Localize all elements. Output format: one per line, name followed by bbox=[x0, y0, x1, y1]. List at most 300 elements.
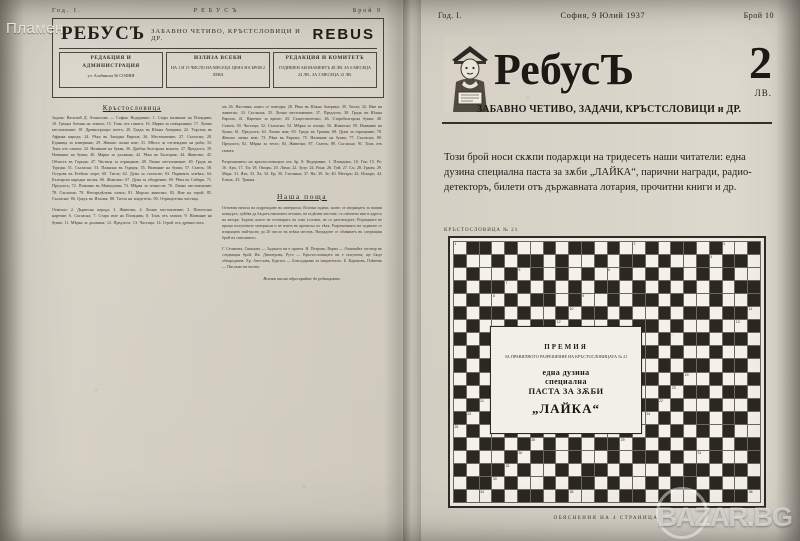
crossword-cell-black bbox=[671, 425, 684, 438]
crossword-cell[interactable] bbox=[735, 399, 748, 412]
crossword-cell[interactable] bbox=[723, 438, 736, 451]
crossword-cell[interactable] bbox=[467, 281, 480, 294]
crossword-cell-black bbox=[646, 373, 659, 386]
crossword-cell[interactable] bbox=[480, 490, 493, 503]
crossword-cell[interactable] bbox=[556, 451, 569, 464]
crossword-cell-black bbox=[454, 464, 467, 477]
crossword-cell[interactable] bbox=[531, 307, 544, 320]
crossword-cell-black bbox=[582, 477, 595, 490]
crossword-cell-number: 20 bbox=[671, 385, 676, 390]
crossword-cell[interactable] bbox=[454, 268, 467, 281]
crossword-cell[interactable] bbox=[582, 255, 595, 268]
crossword-cell-number: 29 bbox=[620, 437, 625, 442]
crossword-cell[interactable] bbox=[454, 320, 467, 333]
crossword-cell[interactable] bbox=[735, 477, 748, 490]
crossword-cell[interactable] bbox=[505, 255, 518, 268]
crossword-cell[interactable] bbox=[620, 477, 633, 490]
crossword-cell[interactable] bbox=[671, 359, 684, 372]
crossword-cell[interactable] bbox=[697, 477, 710, 490]
crossword-cell[interactable] bbox=[748, 412, 761, 425]
crossword-cell[interactable] bbox=[467, 333, 480, 346]
issue-number: 2 bbox=[749, 37, 772, 88]
crossword-cell[interactable] bbox=[633, 477, 646, 490]
crossword-cell[interactable] bbox=[480, 268, 493, 281]
crossword-cell-black bbox=[646, 425, 659, 438]
crossword-cell[interactable] bbox=[723, 399, 736, 412]
crossword-cell[interactable] bbox=[544, 464, 557, 477]
crossword-cell[interactable] bbox=[595, 294, 608, 307]
crossword-cell-black bbox=[544, 294, 557, 307]
crossword-cell[interactable] bbox=[480, 255, 493, 268]
crossword-cell-black bbox=[620, 268, 633, 281]
crossword-cell-black bbox=[454, 359, 467, 372]
crossword-cell-black bbox=[569, 242, 582, 255]
crossword-cell-black bbox=[492, 438, 505, 451]
crossword-cell[interactable] bbox=[633, 464, 646, 477]
crossword-cell[interactable] bbox=[659, 373, 672, 386]
crossword-cell-black bbox=[505, 294, 518, 307]
crossword-cell[interactable] bbox=[467, 255, 480, 268]
crossword-cell[interactable] bbox=[492, 294, 505, 307]
crossword-cell[interactable] bbox=[633, 268, 646, 281]
crossword-cell[interactable] bbox=[582, 451, 595, 464]
crossword-cell[interactable] bbox=[608, 255, 621, 268]
crossword-cell-black bbox=[710, 242, 726, 255]
crossword-cell-black bbox=[671, 268, 684, 281]
crossword-cell-black bbox=[646, 268, 659, 281]
crossword-cell-black bbox=[608, 451, 621, 464]
crossword-cell[interactable] bbox=[697, 294, 710, 307]
crossword-cell[interactable] bbox=[467, 438, 480, 451]
crossword-cell[interactable] bbox=[608, 490, 621, 503]
crossword-cell[interactable] bbox=[531, 464, 544, 477]
crossword-cell[interactable] bbox=[608, 464, 621, 477]
crossword-cell-black bbox=[684, 359, 697, 372]
crossword-cell[interactable] bbox=[467, 386, 480, 399]
crossword-cell-black bbox=[684, 438, 697, 451]
crossword-cell[interactable] bbox=[697, 451, 710, 464]
crossword-cell-black bbox=[710, 294, 723, 307]
crossword-cell[interactable] bbox=[531, 242, 544, 255]
crossword-cell-black bbox=[492, 307, 505, 320]
crossword-cell-black bbox=[518, 464, 531, 477]
crossword-cell-black bbox=[467, 425, 480, 438]
crossword-cell[interactable] bbox=[531, 281, 544, 294]
crossword-cell[interactable] bbox=[454, 294, 467, 307]
crossword-cell[interactable] bbox=[646, 464, 659, 477]
left-masthead bbox=[52, 18, 384, 98]
crossword-cell[interactable] bbox=[710, 307, 723, 320]
crossword-cell[interactable] bbox=[595, 268, 608, 281]
crossword-cell-number: 6 bbox=[608, 268, 610, 273]
crossword-cell-black bbox=[659, 307, 672, 320]
crossword-cell[interactable] bbox=[659, 451, 672, 464]
crossword-cell-black bbox=[582, 242, 595, 255]
crossword-cell[interactable] bbox=[735, 320, 748, 333]
crossword-cell[interactable] bbox=[569, 255, 582, 268]
crossword-cell[interactable] bbox=[620, 242, 633, 255]
imprint-box-schedule-text: НА 1 И 15 ЧИСЛО НА МЕСЕЦА ЦЕНА НА БРОЯ 2 ЛЕВА bbox=[171, 64, 265, 77]
crossword-cell-number: 10 bbox=[569, 307, 574, 312]
crossword-cell[interactable] bbox=[608, 268, 621, 281]
crossword-cell-black bbox=[646, 294, 659, 307]
crossword-cell-black bbox=[544, 451, 557, 464]
crossword-cell-black bbox=[620, 307, 633, 320]
crossword-cell-black bbox=[492, 255, 505, 268]
crossword-cell-black bbox=[659, 333, 672, 346]
crossword-cell[interactable] bbox=[454, 451, 467, 464]
crossword-cell-black bbox=[556, 307, 569, 320]
crossword-cell[interactable] bbox=[748, 255, 761, 268]
crossword-cell-black bbox=[608, 294, 621, 307]
crossword-cell-number: 11 bbox=[748, 307, 753, 312]
crossword-cell[interactable] bbox=[467, 359, 480, 372]
crossword-cell[interactable] bbox=[671, 281, 684, 294]
imprint-box-editorial-title: РЕДАКЦИЯ И АДМИНИСТРАЦИЯ bbox=[82, 55, 140, 69]
left-page-columns bbox=[52, 104, 388, 524]
crossword-cell-black bbox=[492, 464, 505, 477]
crossword-cell[interactable] bbox=[710, 333, 723, 346]
prize-product: ПАСТА ЗА ЗѪБИ bbox=[528, 385, 604, 396]
crossword-cell-black bbox=[518, 255, 531, 268]
crossword-cell-number: 28 bbox=[531, 437, 536, 442]
crossword-footnote: ОБЯСНЕНИЯ НА 4 СТРАНИЦА bbox=[553, 516, 659, 521]
left-running-head-title: РЕБУСЪ bbox=[193, 8, 241, 14]
crossword-cell[interactable] bbox=[492, 451, 505, 464]
crossword-cell[interactable] bbox=[518, 477, 531, 490]
crossword-cell[interactable] bbox=[710, 268, 723, 281]
crossword-cell-black bbox=[531, 294, 544, 307]
crossword-cell-black bbox=[454, 307, 467, 320]
crossword-cell[interactable] bbox=[748, 268, 761, 281]
crossword-cell[interactable] bbox=[646, 438, 659, 451]
crossword-cell-number: 34 bbox=[480, 489, 484, 494]
crossword-cell-black bbox=[454, 386, 467, 399]
crossword-cell[interactable] bbox=[684, 451, 697, 464]
crossword-cell[interactable] bbox=[671, 307, 684, 320]
crossword-cell[interactable] bbox=[518, 294, 531, 307]
crossword-cell[interactable] bbox=[735, 373, 748, 386]
crossword-cell[interactable] bbox=[671, 438, 684, 451]
crossword-cell[interactable] bbox=[620, 451, 633, 464]
left-masthead-latin-logo: REBUS bbox=[312, 25, 375, 43]
crossword-cell[interactable] bbox=[697, 281, 710, 294]
crossword-cell[interactable] bbox=[659, 320, 672, 333]
imprint-box-schedule-title: ИЗЛИЗА ВСЕКИ bbox=[194, 55, 242, 61]
crossword-cell[interactable] bbox=[684, 425, 697, 438]
crossword-cell[interactable] bbox=[710, 412, 723, 425]
crossword-cell-black bbox=[697, 307, 710, 320]
crossword-cell[interactable] bbox=[569, 268, 582, 281]
crossword-cell[interactable] bbox=[710, 464, 723, 477]
crossword-cell[interactable] bbox=[723, 451, 736, 464]
crossword-cell[interactable] bbox=[544, 268, 557, 281]
crossword-cell-black bbox=[531, 268, 544, 281]
crossword-cell-black bbox=[735, 333, 748, 346]
crossword-cell[interactable] bbox=[748, 359, 761, 372]
crossword-cell[interactable] bbox=[697, 373, 710, 386]
crossword-cell-black bbox=[659, 438, 672, 451]
watermark-left: Пламен bbox=[6, 20, 64, 37]
crossword-cell[interactable] bbox=[620, 294, 633, 307]
crossword-cell-black bbox=[684, 386, 697, 399]
crossword-cell[interactable] bbox=[505, 490, 518, 503]
crossword-cell[interactable] bbox=[556, 294, 569, 307]
crossword-cell[interactable] bbox=[735, 268, 748, 281]
crossword-cell[interactable] bbox=[735, 425, 748, 438]
crossword-cell[interactable] bbox=[646, 359, 659, 372]
crossword-cell[interactable] bbox=[735, 451, 748, 464]
crossword-cell[interactable] bbox=[748, 464, 761, 477]
crossword-cell-number: 7 bbox=[505, 281, 508, 286]
crossword-cell[interactable] bbox=[595, 451, 608, 464]
crossword-cell[interactable] bbox=[684, 346, 697, 359]
crossword-cell[interactable] bbox=[646, 255, 659, 268]
crossword-cell[interactable] bbox=[748, 386, 761, 399]
crossword-cell[interactable] bbox=[556, 281, 569, 294]
crossword-cell[interactable] bbox=[659, 346, 672, 359]
crossword-cell[interactable] bbox=[659, 399, 672, 412]
crossword-cell-black bbox=[748, 242, 761, 255]
crossword-cell-black bbox=[710, 451, 723, 464]
crossword-cell-black bbox=[467, 294, 480, 307]
crossword-cell[interactable] bbox=[505, 281, 518, 294]
crossword-cell[interactable] bbox=[454, 242, 467, 255]
crossword-cell[interactable] bbox=[684, 320, 697, 333]
crossword-cell-black bbox=[684, 412, 697, 425]
crossword-cell[interactable] bbox=[505, 464, 518, 477]
crossword-cell[interactable] bbox=[723, 320, 736, 333]
magazine-title: РебусЪ bbox=[494, 45, 634, 94]
crossword-cell[interactable] bbox=[671, 333, 684, 346]
crossword-cell[interactable] bbox=[633, 307, 646, 320]
crossword-cell[interactable] bbox=[646, 307, 659, 320]
crossword-cell-black bbox=[748, 438, 761, 451]
crossword-cell-black bbox=[454, 333, 467, 346]
crossword-cell-black bbox=[467, 268, 480, 281]
crossword-cell[interactable] bbox=[684, 255, 697, 268]
crossword-cell[interactable] bbox=[684, 399, 697, 412]
crossword-cell[interactable] bbox=[735, 346, 748, 359]
crossword-cell[interactable] bbox=[671, 464, 684, 477]
crossword-cell[interactable] bbox=[518, 451, 531, 464]
crossword-cell-black bbox=[671, 320, 684, 333]
crossword-cell-black bbox=[671, 242, 684, 255]
prize-condition: ЗА ПРАВИЛНОТО РАЗРЕШЕНИЕ НА КРЪСТОСЛОВИЦАТА № 21 bbox=[504, 354, 628, 360]
crossword-cell-black bbox=[467, 242, 480, 255]
crossword-cell-black bbox=[620, 255, 633, 268]
crossword-cell-black bbox=[467, 373, 480, 386]
crossword-cell[interactable] bbox=[467, 490, 480, 503]
crossword-cell[interactable] bbox=[467, 412, 480, 425]
crossword-cell[interactable] bbox=[671, 386, 684, 399]
crossword-cell[interactable] bbox=[480, 451, 493, 464]
crossword-cell-black bbox=[569, 294, 585, 307]
crossword-cell-black bbox=[735, 359, 748, 372]
crossword-cell[interactable] bbox=[620, 438, 633, 451]
crossword-cell[interactable] bbox=[454, 477, 467, 490]
crossword-cell[interactable] bbox=[659, 242, 672, 255]
crossword-cell[interactable] bbox=[646, 386, 659, 399]
crossword-cell-number: 1 bbox=[454, 242, 457, 246]
crossword-cell[interactable] bbox=[633, 242, 646, 255]
crossword-cell[interactable] bbox=[505, 438, 518, 451]
crossword-cell-black bbox=[595, 464, 608, 477]
crossword-cell[interactable] bbox=[697, 438, 710, 451]
crossword-cell[interactable] bbox=[659, 425, 672, 438]
crossword-cell[interactable] bbox=[595, 242, 608, 255]
crossword-cell[interactable] bbox=[454, 425, 467, 438]
crossword-cell[interactable] bbox=[659, 477, 672, 490]
imprint-box-editorial bbox=[59, 52, 163, 88]
masthead-imprint-boxes bbox=[53, 52, 383, 88]
crossword-cell-black bbox=[697, 359, 710, 372]
crossword-cell-black bbox=[710, 438, 723, 451]
crossword-clues-down: Отвесно: 2. Дървесна порода; 3. Животно; 4. Лично местоимение; 5. Питателно наречие; 6. Съгласна; 7. Старо име на Пловдивъ; 8. Тонъ отъ гамата; 9. Название на буква; 11. Мѣрка за дължина; 12. Предлогъ; 13. Частица; 14. Герой отъ древностьта. bbox=[52, 207, 212, 225]
crossword-cell[interactable] bbox=[646, 281, 659, 294]
crossword-cell-black bbox=[684, 307, 697, 320]
crossword-cell[interactable] bbox=[723, 373, 736, 386]
crossword-cell-number: 21 bbox=[480, 398, 484, 403]
imprint-box-subscription bbox=[273, 52, 377, 88]
crossword-cell-black bbox=[595, 281, 608, 294]
crossword-cell[interactable] bbox=[595, 477, 608, 490]
crossword-cell-number: 24 bbox=[646, 411, 651, 416]
crossword-cell[interactable] bbox=[518, 268, 531, 281]
crossword-cell-black bbox=[556, 268, 569, 281]
crossword-cell[interactable] bbox=[492, 477, 505, 490]
crossword-cell[interactable] bbox=[659, 268, 672, 281]
crossword-cell[interactable] bbox=[723, 242, 736, 255]
crossword-cell[interactable] bbox=[684, 373, 697, 386]
crossword-cell[interactable] bbox=[531, 438, 544, 451]
crossword-cell-black bbox=[659, 412, 672, 425]
crossword-cell[interactable] bbox=[454, 373, 467, 386]
crossword-cell[interactable] bbox=[671, 412, 684, 425]
crossword-cell[interactable] bbox=[748, 333, 761, 346]
crossword-cell[interactable] bbox=[723, 294, 736, 307]
crossword-cell[interactable] bbox=[467, 307, 480, 320]
crossword-cell-black bbox=[480, 307, 493, 320]
crossword-cell-black bbox=[723, 464, 736, 477]
crossword-cell[interactable] bbox=[582, 490, 595, 503]
crossword-cell[interactable] bbox=[544, 255, 557, 268]
crossword-cell[interactable] bbox=[646, 412, 659, 425]
crossword-cell-black bbox=[467, 346, 480, 359]
crossword-cell-black bbox=[467, 399, 480, 412]
crossword-cell-black bbox=[505, 477, 518, 490]
crossword-cell-black bbox=[518, 490, 531, 503]
crossword-cell-black bbox=[454, 255, 467, 268]
crossword-cell[interactable] bbox=[748, 425, 761, 438]
crossword-cell[interactable] bbox=[531, 477, 544, 490]
crossword-cell[interactable] bbox=[556, 438, 569, 451]
crossword-section-heading: Кръстословица bbox=[102, 104, 162, 112]
crossword-cell-black bbox=[697, 333, 710, 346]
crossword-cell[interactable] bbox=[697, 346, 710, 359]
crossword-cell-number: 33 bbox=[492, 476, 497, 481]
crossword-cell-black bbox=[467, 451, 480, 464]
prize-brand: „ЛАЙКА“ bbox=[531, 400, 600, 416]
crossword-cell[interactable] bbox=[518, 242, 531, 255]
crossword-cell[interactable] bbox=[684, 268, 697, 281]
crossword-cell[interactable] bbox=[710, 425, 723, 438]
crossword-cell[interactable] bbox=[735, 294, 748, 307]
crossword-cell-black bbox=[710, 373, 723, 386]
imprint-box-subscription-title: РЕДАКЦИЯ И КОМИТЕТЪ bbox=[285, 55, 365, 61]
crossword-cell[interactable] bbox=[556, 477, 569, 490]
crossword-cell-black bbox=[735, 307, 748, 320]
crossword-cell[interactable] bbox=[710, 359, 723, 372]
crossword-cell[interactable] bbox=[582, 281, 595, 294]
crossword-cell[interactable] bbox=[544, 307, 557, 320]
prize-title: ПРЕМИЯ bbox=[544, 343, 588, 352]
crossword-cell[interactable] bbox=[620, 281, 633, 294]
crossword-cell-black bbox=[671, 346, 684, 359]
crossword-cell[interactable] bbox=[492, 268, 505, 281]
crossword-cell-black bbox=[723, 255, 736, 268]
crossword-cell-black bbox=[633, 294, 646, 307]
price-unit: ЛВ. bbox=[754, 88, 772, 98]
crossword-cell[interactable] bbox=[556, 242, 569, 255]
crossword-cell[interactable] bbox=[454, 399, 467, 412]
crossword-cell-black bbox=[748, 399, 761, 412]
crossword-cell[interactable] bbox=[608, 307, 621, 320]
crossword-cell-black bbox=[723, 268, 736, 281]
crossword-cell[interactable] bbox=[646, 333, 659, 346]
crossword-cell[interactable] bbox=[569, 490, 582, 503]
crossword-cell[interactable] bbox=[710, 255, 723, 268]
crossword-cell[interactable] bbox=[671, 255, 684, 268]
crossword-cell[interactable] bbox=[480, 294, 493, 307]
crossword-cell[interactable] bbox=[492, 242, 505, 255]
crossword-cell[interactable] bbox=[723, 346, 736, 359]
crossword-cell[interactable] bbox=[467, 464, 480, 477]
crossword-cell[interactable] bbox=[697, 399, 710, 412]
crossword-cell-black bbox=[671, 294, 684, 307]
crossword-cell-black bbox=[671, 399, 684, 412]
herald-illustration-icon bbox=[444, 36, 496, 112]
crossword-cell[interactable] bbox=[659, 294, 672, 307]
crossword-cell-black bbox=[518, 438, 531, 451]
crossword-cell-black bbox=[659, 255, 672, 268]
crossword-cell[interactable] bbox=[710, 386, 723, 399]
crossword-cell[interactable] bbox=[697, 242, 710, 255]
crossword-cell[interactable] bbox=[569, 464, 582, 477]
magazine-subtitle: ЗАБАВНО ЧЕТИВО, ЗАДАЧИ, КРЪСТСЛОВИЦИ и ДР. bbox=[476, 104, 742, 115]
crossword-cell-black bbox=[544, 477, 557, 490]
crossword-cell[interactable] bbox=[569, 307, 582, 320]
crossword-cell[interactable] bbox=[454, 346, 467, 359]
crossword-cell[interactable] bbox=[748, 307, 761, 320]
crossword-panel bbox=[448, 236, 766, 508]
crossword-cell[interactable] bbox=[697, 320, 710, 333]
crossword-cell[interactable] bbox=[723, 477, 736, 490]
crossword-cell[interactable] bbox=[582, 294, 595, 307]
crossword-cell[interactable] bbox=[723, 281, 736, 294]
crossword-cell-black bbox=[735, 464, 748, 477]
crossword-cell[interactable] bbox=[735, 242, 748, 255]
crossword-cell-black bbox=[556, 255, 569, 268]
crossword-cell[interactable] bbox=[505, 307, 518, 320]
crossword-cell-number: 32 bbox=[505, 463, 510, 468]
crossword-cell-black bbox=[531, 490, 544, 503]
crossword-cell[interactable] bbox=[544, 490, 557, 503]
crossword-cell[interactable] bbox=[582, 438, 595, 451]
crossword-cell[interactable] bbox=[684, 294, 697, 307]
masthead-bottom-rule bbox=[442, 122, 772, 124]
crossword-clues-continued: мъ 26. Наставка, която се повтаря; 28. Рѣка въ Южна Америка; 30. Титла; 32. Име на животно; 33. Съгласна; 35. Лично местоимение; 37. Предлогъ; 38. Градъ въ Южна Европа; 41. Наречие за време; 43. Съществително; 46. Старобългарска буква; 48. Съюзъ; 50. Частица; 52. Съгласна; 54. Мѣрка за площь; 56. Животно; 59. Название на буква; 61. Предлогъ; 63. Лично име; 65. Градъ въ Тракия; 68. Дума за отрицание; 70. Женско лично име; 73. Рѣка въ Европа; 75. Название на буква; 77. Съгласна; 80. Предлогъ; 82. Мѣрка за тегло; 84. Животно; 87. Съюзъ; 89. Съгласна; 91. Тонъ отъ гамата. bbox=[222, 104, 382, 153]
